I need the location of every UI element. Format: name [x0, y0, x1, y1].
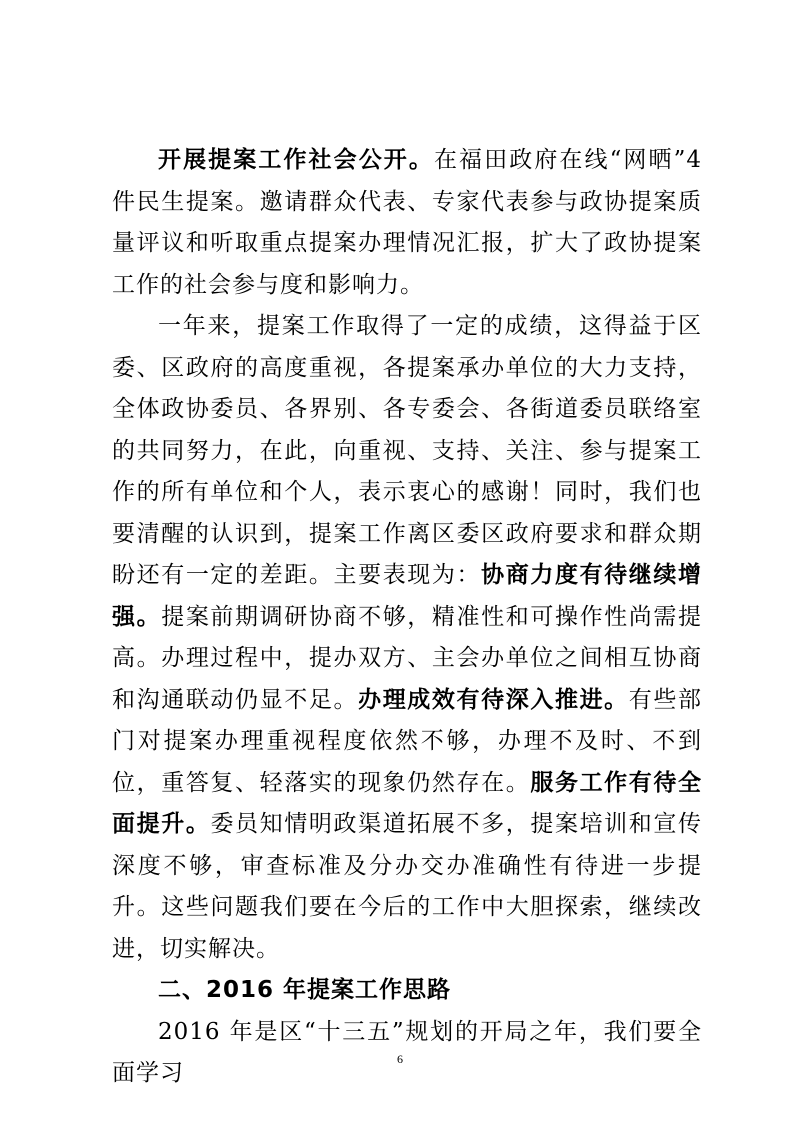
section-heading: 二、2016 年提案工作思路: [158, 977, 452, 1003]
paragraph-text: 在福田政府在线“网晒”4 件民生提案。邀请群众代表、专家代表参与政协提案质量评议和听取重点提案办理情况汇报，扩大了政协提案工作的社会参与度和影响力。: [112, 147, 702, 298]
bold-issue-effectiveness: 办理成效有待深入推进。: [358, 686, 629, 713]
page-number: 6: [397, 1052, 403, 1066]
paragraph-public-disclosure: [112, 140, 702, 306]
bold-issue-consultation: 协商力度有待继续增强。: [112, 562, 703, 630]
paragraph-summary: [112, 306, 702, 970]
bold-issue-service: 服务工作有待全面提升。: [112, 769, 703, 837]
paragraph-text: 有些部门对提案办理重视程度依然不够，办理不及时、不到位，重答复、轻落实的现象仍然存在。: [112, 686, 703, 796]
paragraph-text: 一年来，提案工作取得了一定的成绩，这得益于区委、区政府的高度重视，各提案承办单位的大力支持，全体政协委员、各界别、各专委会、各街道委员联络室的共同努力，在此，向重视、支持、关注、参与提案工作的所有单位和个人，表示衷心的感谢！同时，我们也要清醒的认识到，提案工作离区委区政府要求和群众期盼还有一定的差距。主要表现为：: [112, 313, 702, 588]
paragraph-text: 提案前期调研协商不够，精准性和可操作性尚需提高。办理过程中，提办双方、主会办单位之间相互协商和沟通联动仍显不足。: [112, 603, 703, 713]
bold-lead-public-disclosure: 开展提案工作社会公开。: [158, 147, 434, 173]
document-body: [112, 140, 702, 1095]
paragraph-2016: 2016 年是区“十三五”规划的开局之年，我们要全面学习: [112, 1018, 702, 1086]
paragraph-text: 委员知情明政渠道拓展不多，提案培训和宣传深度不够，审查标准及分办交办准确性有待进一步提升。这些问题我们要在今后的工作中大胆探索，继续改进，切实解决。: [112, 811, 703, 962]
